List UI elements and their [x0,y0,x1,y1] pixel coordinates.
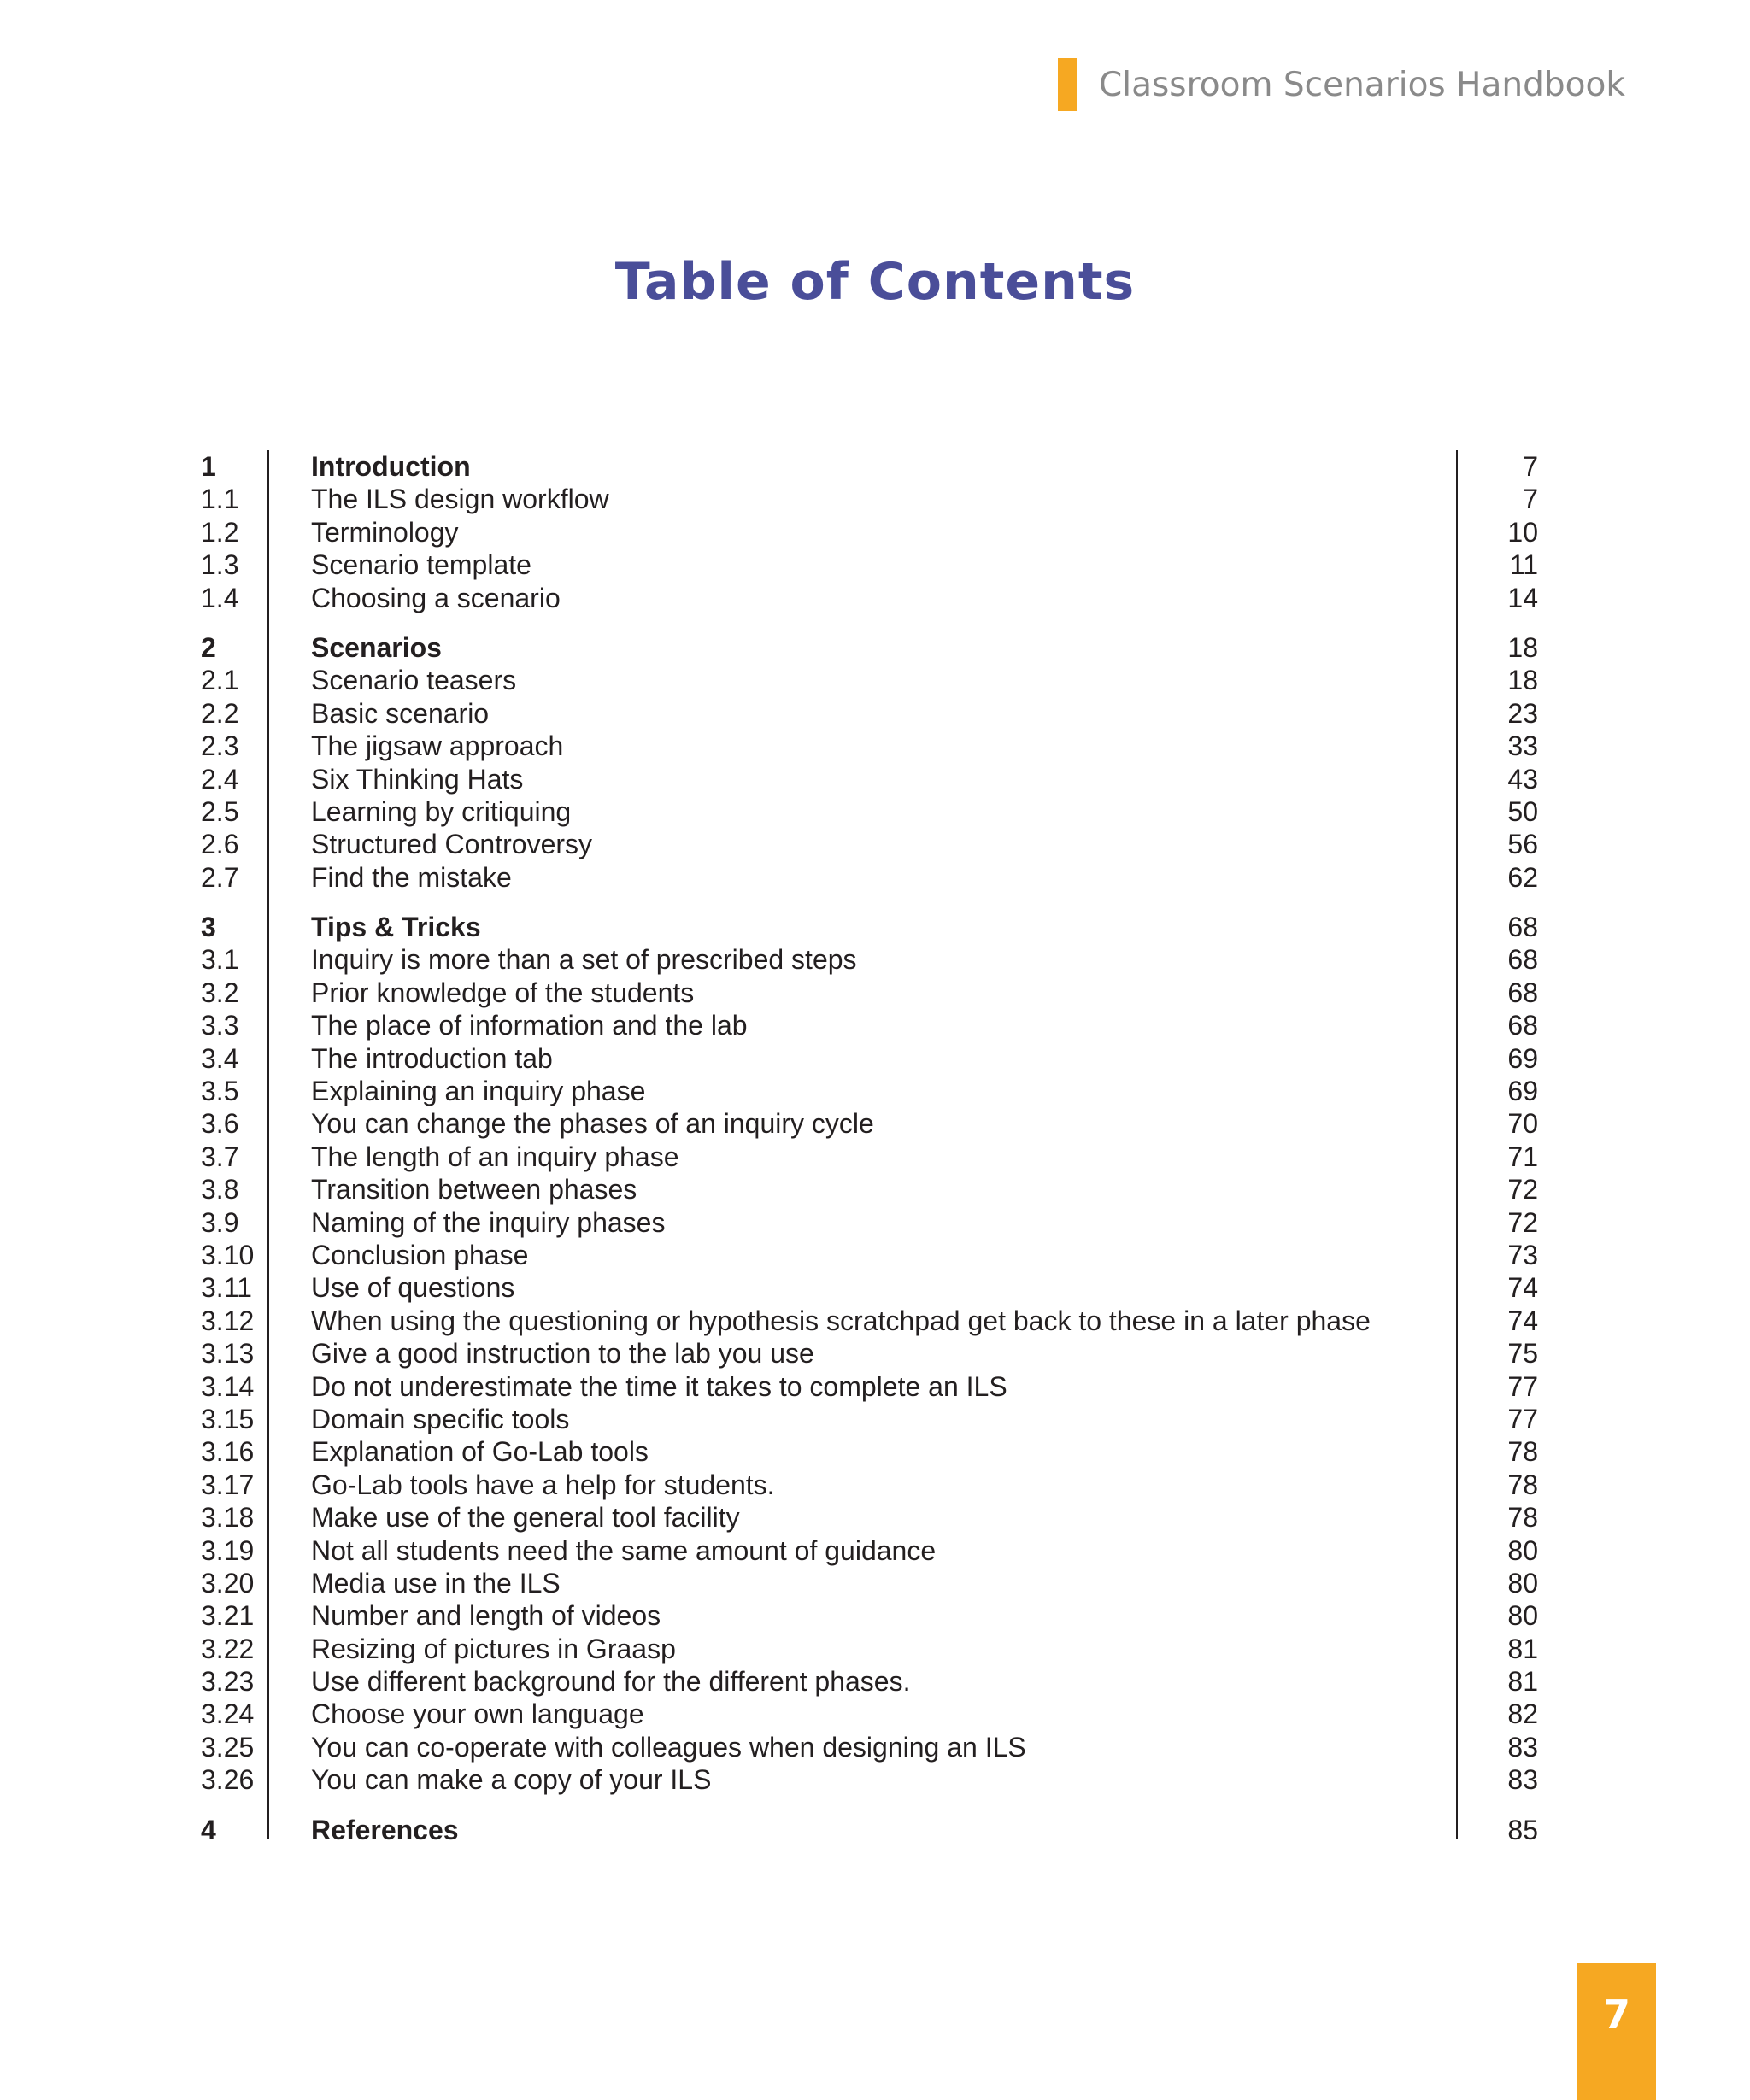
entry-page: 83 [1507,1764,1538,1796]
entry-number: 3.1 [201,944,239,976]
entry-number: 3.25 [201,1731,255,1763]
entry-title: When using the questioning or hypothesis scratchpad get back to these in a later phase [311,1305,1371,1336]
entry-title: Do not underestimate the time it takes to complete an ILS [311,1370,1007,1402]
entry-title: You can make a copy of your ILS [311,1764,712,1796]
entry-number: 3.19 [201,1534,255,1566]
toc-entry-row[interactable] [201,1698,1538,1730]
toc-entry-row[interactable] [201,1239,1538,1271]
entry-page: 70 [1507,1108,1538,1140]
toc-entry-row[interactable] [201,1337,1538,1370]
toc-chapter-row[interactable] [201,1814,1538,1846]
toc-entry-row[interactable] [201,1075,1538,1107]
entry-number: 2 [201,631,216,663]
toc-entry-row[interactable] [201,1271,1538,1304]
toc-entry-row[interactable] [201,1009,1538,1041]
entry-page: 50 [1507,795,1538,827]
entry-title: Choosing a scenario [311,582,561,613]
entry-title: Transition between phases [311,1174,637,1205]
entry-title: Go-Lab tools have a help for students. [311,1469,775,1500]
entry-number: 3.3 [201,1010,239,1041]
entry-number: 1.3 [201,549,239,581]
entry-number: 1 [201,451,216,482]
entry-title: Introduction [311,451,471,482]
toc-entry-row[interactable] [201,664,1538,696]
entry-number: 3.6 [201,1108,239,1140]
entry-title: Terminology [311,516,459,548]
entry-title: Prior knowledge of the students [311,977,695,1008]
entry-title: Inquiry is more than a set of prescribed steps [311,944,857,976]
entry-title: Explaining an inquiry phase [311,1076,646,1107]
entry-page: 68 [1507,1010,1538,1041]
entry-title: Use of questions [311,1272,515,1304]
entry-title: The place of information and the lab [311,1010,748,1041]
entry-title: Number and length of videos [311,1600,661,1632]
toc-entry-row[interactable] [201,861,1538,894]
entry-page: 77 [1507,1370,1538,1402]
entry-page: 18 [1507,631,1538,663]
toc-section [201,1814,1538,1846]
entry-page: 82 [1507,1698,1538,1730]
entry-number: 2.5 [201,795,239,827]
entry-number: 3.10 [201,1239,255,1270]
entry-title: The ILS design workflow [311,484,609,515]
entry-page: 78 [1507,1502,1538,1534]
entry-page: 68 [1507,977,1538,1008]
entry-number: 3.13 [201,1338,255,1370]
entry-title: Find the mistake [311,861,512,893]
entry-title: Explanation of Go-Lab tools [311,1436,649,1468]
toc-entry-row[interactable] [201,483,1538,515]
toc-entry-row[interactable] [201,1763,1538,1796]
entry-number: 3.26 [201,1764,255,1796]
entry-title: Media use in the ILS [311,1567,561,1598]
entry-number: 3.21 [201,1600,255,1632]
entry-title: Give a good instruction to the lab you use [311,1338,814,1370]
entry-number: 2.1 [201,665,239,696]
entry-number: 3.24 [201,1698,255,1730]
page-title: Table of Contents [614,252,1136,312]
entry-page: 80 [1507,1567,1538,1598]
entry-title: Domain specific tools [311,1403,570,1434]
entry-number: 3.16 [201,1436,255,1468]
entry-title: Scenarios [311,631,442,663]
entry-title: Scenario teasers [311,665,517,696]
entry-page: 72 [1507,1206,1538,1238]
toc-entry-row[interactable] [201,1305,1538,1337]
entry-number: 4 [201,1814,216,1845]
entry-title: Conclusion phase [311,1239,529,1270]
toc-entry-row[interactable] [201,1141,1538,1173]
entry-page: 85 [1507,1814,1538,1845]
toc-section [201,911,1538,1797]
entry-title: Learning by critiquing [311,795,572,827]
entry-page: 23 [1507,697,1538,729]
toc-entry-row[interactable] [201,548,1538,581]
entry-title: The introduction tab [311,1042,553,1074]
toc-entry-row[interactable] [201,795,1538,828]
entry-page: 18 [1507,665,1538,696]
entry-title: References [311,1814,459,1845]
toc-entry-row[interactable] [201,1665,1538,1698]
entry-title: Basic scenario [311,697,490,729]
entry-title: Six Thinking Hats [311,763,524,795]
entry-page: 81 [1507,1633,1538,1664]
toc-entry-row[interactable] [201,1173,1538,1205]
toc-entry-row[interactable] [201,697,1538,730]
entry-page: 14 [1507,582,1538,613]
entry-number: 3 [201,912,216,943]
toc-entry-row[interactable] [201,1042,1538,1075]
entry-page: 69 [1507,1042,1538,1074]
entry-title: The length of an inquiry phase [311,1141,679,1172]
entry-page: 81 [1507,1666,1538,1698]
toc-entry-row[interactable] [201,1370,1538,1403]
page-number-tab [1577,1963,1656,2100]
entry-page: 72 [1507,1174,1538,1205]
entry-number: 2.3 [201,730,239,762]
entry-number: 3.18 [201,1502,255,1534]
toc-chapter-row[interactable] [201,911,1538,943]
toc-entry-row[interactable] [201,1435,1538,1468]
entry-title: Scenario template [311,549,531,581]
entry-number: 3.4 [201,1042,239,1074]
entry-title: You can co-operate with colleagues when designing an ILS [311,1731,1026,1763]
entry-number: 1.4 [201,582,239,613]
toc-chapter-row[interactable] [201,450,1538,483]
entry-page: 43 [1507,763,1538,795]
toc-entry-row[interactable] [201,1633,1538,1665]
handbook-title: Classroom Scenarios Handbook [1099,65,1625,104]
entry-page: 10 [1507,516,1538,548]
entry-number: 3.7 [201,1141,239,1172]
entry-page: 80 [1507,1600,1538,1632]
entry-page: 71 [1507,1141,1538,1172]
entry-title: Make use of the general tool facility [311,1502,740,1534]
entry-number: 3.5 [201,1076,239,1107]
entry-number: 2.4 [201,763,239,795]
entry-page: 68 [1507,944,1538,976]
entry-title: Tips & Tricks [311,912,481,943]
entry-page: 80 [1507,1534,1538,1566]
entry-number: 2.7 [201,861,239,893]
entry-number: 3.9 [201,1206,239,1238]
entry-page: 77 [1507,1403,1538,1434]
entry-page: 33 [1507,730,1538,762]
toc-section [201,631,1538,894]
entry-page: 83 [1507,1731,1538,1763]
toc-entry-row[interactable] [201,730,1538,762]
entry-page: 74 [1507,1272,1538,1304]
entry-number: 3.8 [201,1174,239,1205]
entry-page: 75 [1507,1338,1538,1370]
toc-entry-row[interactable] [201,828,1538,860]
entry-title: Naming of the inquiry phases [311,1206,666,1238]
entry-number: 3.2 [201,977,239,1008]
entry-number: 3.15 [201,1403,255,1434]
entry-title: You can change the phases of an inquiry cycle [311,1108,874,1140]
entry-number: 3.17 [201,1469,255,1500]
entry-page: 68 [1507,912,1538,943]
page-number: 7 [1602,1991,1630,2038]
entry-number: 1.1 [201,484,239,515]
entry-number: 3.12 [201,1305,255,1336]
toc-entry-row[interactable] [201,1501,1538,1534]
running-header [1058,58,1625,111]
entry-number: 2.2 [201,697,239,729]
entry-page: 62 [1507,861,1538,893]
entry-page: 69 [1507,1076,1538,1107]
entry-number: 3.23 [201,1666,255,1698]
entry-number: 2.6 [201,829,239,860]
toc-entry-row[interactable] [201,1599,1538,1632]
toc-entry-row[interactable] [201,1731,1538,1763]
toc-entry-row[interactable] [201,582,1538,614]
toc-section [201,450,1538,614]
toc-entry-row[interactable] [201,1403,1538,1435]
toc-entry-row[interactable] [201,943,1538,976]
entry-page: 7 [1523,484,1538,515]
toc-entry-row[interactable] [201,1534,1538,1567]
entry-page: 7 [1523,451,1538,482]
toc-entry-row[interactable] [201,977,1538,1009]
entry-page: 11 [1509,549,1538,581]
entry-number: 3.22 [201,1633,255,1664]
entry-page: 78 [1507,1469,1538,1500]
toc-entry-row[interactable] [201,1107,1538,1140]
entry-title: Choose your own language [311,1698,644,1730]
entry-title: Use different background for the different phases. [311,1666,911,1698]
entry-title: Resizing of pictures in Graasp [311,1633,676,1664]
entry-page: 78 [1507,1436,1538,1468]
entry-title: Not all students need the same amount of guidance [311,1534,937,1566]
toc-entry-row[interactable] [201,516,1538,548]
toc-entry-row[interactable] [201,763,1538,795]
toc-entry-row[interactable] [201,1206,1538,1239]
entry-number: 1.2 [201,516,239,548]
table-of-contents [201,450,1538,1846]
entry-number: 3.14 [201,1370,255,1402]
entry-number: 3.11 [201,1272,252,1304]
entry-title: The jigsaw approach [311,730,564,762]
toc-chapter-row[interactable] [201,631,1538,664]
entry-number: 3.20 [201,1567,255,1598]
entry-title: Structured Controversy [311,829,593,860]
entry-page: 74 [1507,1305,1538,1336]
entry-page: 56 [1507,829,1538,860]
header-accent-bar [1058,58,1077,111]
entry-page: 73 [1507,1239,1538,1270]
toc-entry-row[interactable] [201,1469,1538,1501]
toc-entry-row[interactable] [201,1567,1538,1599]
